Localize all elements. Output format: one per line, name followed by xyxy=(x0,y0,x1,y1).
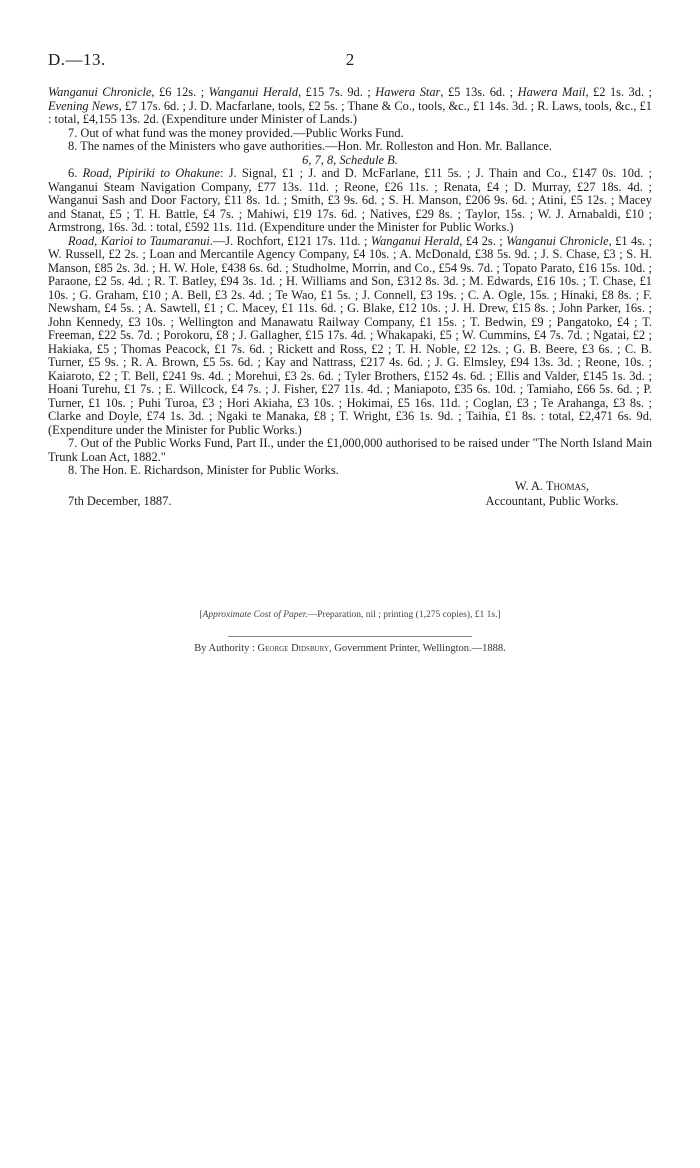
newspaper-name: Evening News xyxy=(48,98,119,113)
text-run: , £4 2s. ; xyxy=(459,233,507,248)
item-8-paragraph: 8. The Hon. E. Richardson, Minister for Public Works. xyxy=(68,463,339,477)
newspaper-name: Wanganui Chronicle xyxy=(506,233,609,248)
text-run: , £15 7s. 9d. ; xyxy=(298,85,376,99)
ministers-paragraph: 8. The names of the Ministers who gave authorities.—Hon. Mr. Rolleston and Hon. Mr. Ballance. xyxy=(68,139,552,153)
newspaper-name: Wanganui Chronicle xyxy=(48,85,152,99)
text-run: , £2 1s. 3d. ; xyxy=(585,85,652,99)
text-run: , £1 4s. ; W. Russell, £2 2s. ; Loan and Mercantile Agency Company, £4 10s. ; A. McDonald, £38 5s. 9d. ; J. S. Chase, £3 ; S. H. Manson, £85 2s. 3d. ; H. W. Hole, £438 6s. 6d. ; Studholme, Morrin, and Co., £54 9s. 7d. ; Topato Parato, £16 15s. 10d. ; Paraone, £2 5s. 4d. ; R. T. Batley, £94 3s. 1d. ; H. Williams and Son, £312 8s. 3d. ; M. Edwards, £16 10s. ; T. Chase, £1 10s. ; G. Graham, £10 ; A. Bell, £3 2s. 4d. ; Te Wao, £1 5s. ; J. Connell, £3 19s. ; C. A. Ogle, 15s. ; Hinaki, £8 8s. ; F. Newsham, £4 5s. ; A. Sawtell, £1 ; C. Macey, £1 11s. 6d. ; G. Blake, £12 10s. ; J. H. Drew, £15 8s. ; John Parker, 16s. ; John Kennedy, £3 10s. ; Wellington and Manawatu Railway Company, £1 15s. ; T. Bedwin, £9 ; Pangatoko, £4 ; T. Freeman, £22 5s. 7d. ; Porokoru, £8 ; J. Gallagher, £15 17s. 4d. ; Whakapaki, £5 ; W. Cummins, £4 7s. 7d. ; Ngatai, £2 ; Hakiaka, £5 ; Thomas Peacock, £1 7s. 6d. ; Rickett and Ross, £2 ; T. H. Noble, £2 12s. ; G. B. Beere, £3 6s. ; C. B. Turner, £5 9s. ; R. A. Brown, £5 5s. 6d. ; Kay and Nattrass, £217 4s. 6d. ; J. G. Elmsley, £94 13s. 3d. ; Reone, 10s. ; Kaiaroto, £2 ; T. Bell, £241 9s. 4d. ; Morehui, £3 2s. 6d. ; Tyler Brothers, £152 4s. 6d. ; Ellis and Valder, £145 1s. 3d. ; Hoani Turehu, £1 7s. ; E. Willcock, £4 7s. ; J. Fisher, £27 11s. 4d. ; Maniapoto, £35 6s. 10d. ; Tamiaho, £66 5s. 6d. ; P. Turner, £1 10s. ; Puhi Turoa, £3 ; Hori Akiaha, £3 10s. ; Hokimai, £5 16s. 11d. ; Coglan, £3 ; Te Arahanga, £3 8s. ; Clarke and Doyle, £74 1s. 3d. ; Ngaki te Manaka, £8 ; T. Wright, £36 1s. 9d. ; Taihia, £1 8s. : total, £2,471 6s. 9d. (Expenditure under the Minister for Public Works.) xyxy=(48,233,653,437)
newspaper-name: Wanganui Herald xyxy=(370,233,460,248)
bracket: [ xyxy=(199,610,203,620)
text-run: , £7 17s. 6d. ; J. D. Macfarlane, tools, £2 5s. ; Thane & Co., tools, &c., £1 14s. 3d. ; R. Laws, tools, &c., £1 : total, £4,155 13s. 2d. (Expenditure under Minister of Lands.) xyxy=(48,98,652,126)
text-run: .—J. Rochfort, £121 17s. 11d. ; xyxy=(209,233,371,248)
item-6-paragraph xyxy=(48,167,652,235)
signatory-title: Accountant, Public Works. xyxy=(485,493,619,508)
cost-note xyxy=(0,610,700,620)
printer-imprint xyxy=(0,643,700,654)
page-number: 2 xyxy=(345,50,355,69)
road-title: Road, Karioi to Taumaranui xyxy=(68,233,210,248)
schedule-heading: 6, 7, 8, Schedule B. xyxy=(302,152,398,167)
imprint-prefix: By Authority : xyxy=(194,643,258,654)
signatory-name: W. A. Thomas, xyxy=(514,478,590,493)
divider-line xyxy=(228,636,472,637)
document-body xyxy=(48,86,652,510)
cost-note-label: Approximate Cost of Paper. xyxy=(202,610,308,620)
newspaper-name: Hawera Star xyxy=(375,85,441,99)
item-number: 6. xyxy=(68,166,83,180)
road-title: Road, Pipiriki to Ohakune xyxy=(82,166,220,180)
item-7-paragraph: 7. Out of the Public Works Fund, Part II., under the £1,000,000 authorised to be raised under "The North Island Main Trunk Loan Act, 1882." xyxy=(48,436,652,464)
road-karioi-paragraph xyxy=(48,235,652,438)
document-reference: D.—13. xyxy=(48,50,106,69)
printer-name: George Didsbury xyxy=(257,643,330,654)
signature-date: 7th December, 1887. xyxy=(68,493,172,508)
newspaper-name: Wanganui Herald xyxy=(208,85,299,99)
text-run: , £6 12s. ; xyxy=(151,85,209,99)
page-header xyxy=(48,50,652,72)
signature-block xyxy=(48,480,652,510)
fund-paragraph: 7. Out of what fund was the money provided.—Public Works Fund. xyxy=(68,125,404,140)
intro-paragraph xyxy=(48,86,652,127)
text-run: , £5 13s. 6d. ; xyxy=(440,85,518,99)
newspaper-name: Hawera Mail xyxy=(517,85,586,99)
cost-note-text: —Preparation, nil ; printing (1,275 copies), £1 1s.] xyxy=(307,610,501,620)
text-run: : J. Signal, £1 ; J. and D. McFarlane, £11 5s. ; J. Thain and Co., £147 0s. 10d. ; Wanganui Steam Navigation Company, £77 13s. 11d. ; Reone, £26 11s. ; Renata, £4 ; D. Murray, £27 18s. 4d. ; Wanganui Sash and Door Factory, £11 8s. 1d. ; Smith, £3 9s. 6d. ; S. H. Manson, £206 9s. 6d. ; Atini, £5 12s. ; Macey and Stanat, £5 ; T. H. Battle, £4 7s. ; Mahiwi, £19 17s. 6d. ; Natives, £29 8s. ; Taylor, 15s. ; W. J. Arnabaldi, £10 ; Armstrong, 16s. 3d. : total, £592 11s. 11d. (Expenditure under the Minister for Public Works.) xyxy=(48,166,652,234)
imprint-suffix: , Government Printer, Wellington.—1888. xyxy=(329,643,506,654)
